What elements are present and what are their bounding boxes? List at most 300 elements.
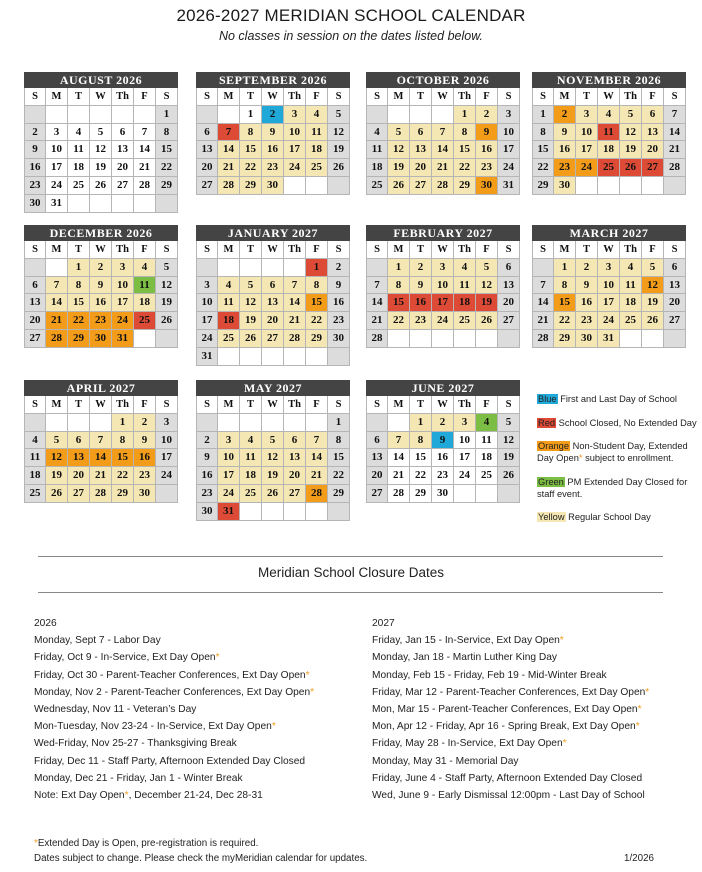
weekday-header: W bbox=[432, 396, 454, 414]
empty-cell bbox=[328, 503, 350, 521]
empty-cell bbox=[576, 177, 598, 195]
empty-cell bbox=[476, 485, 498, 503]
day-cell: 13 bbox=[262, 294, 284, 312]
closure-item bbox=[34, 718, 314, 735]
day-cell: 11 bbox=[306, 124, 328, 142]
day-cell: 15 bbox=[112, 449, 134, 467]
day-cell: 19 bbox=[90, 159, 112, 177]
empty-cell bbox=[284, 348, 306, 366]
day-cell: 10 bbox=[46, 141, 68, 159]
day-cell: 25 bbox=[68, 177, 90, 195]
empty-cell bbox=[68, 106, 90, 124]
footnote-extended-day bbox=[34, 838, 258, 849]
legend-swatch: Orange bbox=[538, 441, 570, 451]
day-cell: 25 bbox=[366, 177, 388, 195]
day-cell: 24 bbox=[284, 159, 306, 177]
day-cell: 11 bbox=[620, 277, 642, 295]
year-heading: 2026 bbox=[34, 618, 57, 629]
weekday-header: T bbox=[68, 241, 90, 259]
closure-item bbox=[372, 701, 649, 718]
day-cell: 18 bbox=[68, 159, 90, 177]
weekday-header: F bbox=[306, 241, 328, 259]
closure-date: Wednesday, Nov 11 bbox=[34, 703, 125, 715]
empty-cell bbox=[240, 348, 262, 366]
day-cell: 11 bbox=[454, 277, 476, 295]
day-cell: 22 bbox=[410, 467, 432, 485]
day-cell: 6 bbox=[498, 259, 520, 277]
weekday-header: S bbox=[196, 241, 218, 259]
closure-item bbox=[34, 649, 314, 666]
day-cell: 22 bbox=[554, 312, 576, 330]
day-cell: 16 bbox=[476, 141, 498, 159]
day-cell: 21 bbox=[664, 141, 686, 159]
day-cell: 17 bbox=[112, 294, 134, 312]
day-cell: 13 bbox=[664, 277, 686, 295]
day-cell: 14 bbox=[46, 294, 68, 312]
closure-item bbox=[34, 701, 314, 718]
day-cell: 15 bbox=[454, 141, 476, 159]
weekday-header: T bbox=[240, 88, 262, 106]
empty-cell bbox=[90, 106, 112, 124]
day-cell: 10 bbox=[284, 124, 306, 142]
empty-cell bbox=[432, 106, 454, 124]
empty-cell bbox=[156, 330, 178, 348]
empty-cell bbox=[156, 485, 178, 503]
month-days-grid bbox=[196, 396, 350, 521]
day-cell: 2 bbox=[432, 414, 454, 432]
day-cell: 5 bbox=[240, 277, 262, 295]
legend-swatch: Green bbox=[538, 477, 564, 487]
day-cell: 1 bbox=[156, 106, 178, 124]
day-cell: 23 bbox=[328, 312, 350, 330]
day-cell: 16 bbox=[262, 141, 284, 159]
day-cell: 9 bbox=[262, 124, 284, 142]
day-cell: 30 bbox=[554, 177, 576, 195]
closure-date: Friday, Oct 30 bbox=[34, 669, 98, 681]
empty-cell bbox=[240, 503, 262, 521]
month-calendar bbox=[366, 225, 520, 348]
day-cell: 14 bbox=[284, 294, 306, 312]
day-cell: 20 bbox=[642, 141, 664, 159]
day-cell: 8 bbox=[68, 277, 90, 295]
closure-star: * bbox=[562, 738, 567, 750]
day-cell: 15 bbox=[554, 294, 576, 312]
closures-2026 bbox=[34, 615, 314, 804]
day-cell: 14 bbox=[90, 449, 112, 467]
weekday-header: W bbox=[90, 396, 112, 414]
closure-description: - Staff Party, Afternoon Extended Day Closed bbox=[435, 772, 643, 784]
legend-item bbox=[537, 393, 702, 405]
day-cell: 25 bbox=[306, 159, 328, 177]
day-cell: 3 bbox=[112, 259, 134, 277]
day-cell: 10 bbox=[576, 124, 598, 142]
day-cell: 19 bbox=[240, 312, 262, 330]
day-cell: 3 bbox=[576, 106, 598, 124]
closure-item bbox=[372, 649, 649, 666]
legend-item bbox=[537, 440, 702, 464]
empty-cell bbox=[68, 414, 90, 432]
closure-description: - Parent-Teacher Conferences, Ext Day Open bbox=[97, 669, 306, 681]
day-cell: 21 bbox=[218, 159, 240, 177]
day-cell: 1 bbox=[68, 259, 90, 277]
day-cell: 24 bbox=[196, 330, 218, 348]
day-cell: 5 bbox=[328, 106, 350, 124]
day-cell: 1 bbox=[306, 259, 328, 277]
weekday-header: F bbox=[476, 88, 498, 106]
day-cell: 17 bbox=[598, 294, 620, 312]
day-cell: 6 bbox=[68, 432, 90, 450]
empty-cell bbox=[366, 259, 388, 277]
closure-date: Mon-Tuesday, Nov 23-24 bbox=[34, 721, 148, 733]
weekday-header: S bbox=[24, 88, 46, 106]
day-cell: 12 bbox=[240, 294, 262, 312]
empty-cell bbox=[156, 195, 178, 213]
day-cell: 1 bbox=[410, 414, 432, 432]
day-cell: 29 bbox=[156, 177, 178, 195]
day-cell: 9 bbox=[476, 124, 498, 142]
day-cell: 16 bbox=[328, 294, 350, 312]
day-cell: 3 bbox=[284, 106, 306, 124]
day-cell: 4 bbox=[240, 432, 262, 450]
day-cell: 20 bbox=[24, 312, 46, 330]
day-cell: 11 bbox=[68, 141, 90, 159]
day-cell: 13 bbox=[642, 124, 664, 142]
month-calendar bbox=[24, 380, 178, 503]
weekday-header: S bbox=[664, 241, 686, 259]
day-cell: 21 bbox=[366, 312, 388, 330]
empty-cell bbox=[328, 348, 350, 366]
day-cell: 7 bbox=[664, 106, 686, 124]
day-cell: 30 bbox=[90, 330, 112, 348]
empty-cell bbox=[112, 106, 134, 124]
day-cell: 17 bbox=[196, 312, 218, 330]
day-cell: 23 bbox=[410, 312, 432, 330]
month-days-grid bbox=[24, 396, 178, 503]
day-cell: 26 bbox=[156, 312, 178, 330]
empty-cell bbox=[664, 330, 686, 348]
closure-item bbox=[34, 667, 314, 684]
empty-cell bbox=[454, 485, 476, 503]
weekday-header: M bbox=[388, 88, 410, 106]
day-cell: 14 bbox=[218, 141, 240, 159]
day-cell: 3 bbox=[156, 414, 178, 432]
weekday-header: S bbox=[366, 396, 388, 414]
weekday-header: T bbox=[240, 396, 262, 414]
closure-date: Mon, Mar 15 bbox=[372, 703, 430, 715]
closure-description: - In-Service, Ext Day Open bbox=[435, 635, 560, 647]
day-cell: 20 bbox=[410, 159, 432, 177]
empty-cell bbox=[46, 106, 68, 124]
closure-description: - In-Service, Ext Day Open bbox=[91, 652, 216, 664]
day-cell: 4 bbox=[134, 259, 156, 277]
weekday-header: W bbox=[262, 88, 284, 106]
day-cell: 15 bbox=[156, 141, 178, 159]
day-cell: 15 bbox=[240, 141, 262, 159]
empty-cell bbox=[620, 177, 642, 195]
day-cell: 26 bbox=[642, 312, 664, 330]
empty-cell bbox=[46, 414, 68, 432]
empty-cell bbox=[134, 195, 156, 213]
weekday-header: S bbox=[156, 88, 178, 106]
closure-description: - In-Service, Ext Day Open bbox=[147, 721, 272, 733]
day-cell: 16 bbox=[410, 294, 432, 312]
closure-item bbox=[372, 787, 649, 804]
day-cell: 5 bbox=[388, 124, 410, 142]
day-cell: 7 bbox=[388, 432, 410, 450]
day-cell: 9 bbox=[432, 432, 454, 450]
month-days-grid bbox=[532, 88, 686, 195]
day-cell: 27 bbox=[68, 485, 90, 503]
day-cell: 26 bbox=[328, 159, 350, 177]
empty-cell bbox=[410, 330, 432, 348]
month-calendar bbox=[532, 72, 686, 195]
weekday-header: F bbox=[134, 396, 156, 414]
empty-cell bbox=[90, 414, 112, 432]
day-cell: 4 bbox=[454, 259, 476, 277]
day-cell: 25 bbox=[218, 330, 240, 348]
weekday-header: F bbox=[306, 396, 328, 414]
empty-cell bbox=[218, 348, 240, 366]
day-cell: 23 bbox=[262, 159, 284, 177]
closure-description: - Veteran’s Day bbox=[124, 703, 197, 715]
weekday-header: F bbox=[642, 88, 664, 106]
day-cell: 14 bbox=[366, 294, 388, 312]
day-cell: 25 bbox=[598, 159, 620, 177]
day-cell: 12 bbox=[476, 277, 498, 295]
day-cell: 24 bbox=[156, 467, 178, 485]
weekday-header: S bbox=[532, 241, 554, 259]
closure-item bbox=[372, 684, 649, 701]
day-cell: 29 bbox=[68, 330, 90, 348]
day-cell: 21 bbox=[46, 312, 68, 330]
day-cell: 7 bbox=[306, 432, 328, 450]
day-cell: 10 bbox=[196, 294, 218, 312]
empty-cell bbox=[598, 177, 620, 195]
legend-text-rest: subject to enrollment. bbox=[582, 453, 674, 463]
closure-description: - Mid-Winter Break bbox=[518, 669, 607, 681]
day-cell: 26 bbox=[476, 312, 498, 330]
weekday-header: W bbox=[90, 241, 112, 259]
day-cell: 13 bbox=[196, 141, 218, 159]
empty-cell bbox=[262, 259, 284, 277]
day-cell: 2 bbox=[410, 259, 432, 277]
weekday-header: F bbox=[476, 396, 498, 414]
empty-cell bbox=[532, 259, 554, 277]
closure-date: Monday, Feb 15 - Friday, Feb 19 bbox=[372, 669, 519, 681]
empty-cell bbox=[642, 177, 664, 195]
day-cell: 27 bbox=[410, 177, 432, 195]
day-cell: 19 bbox=[498, 449, 520, 467]
closure-title: Meridian School Closure Dates bbox=[257, 565, 445, 580]
day-cell: 24 bbox=[46, 177, 68, 195]
day-cell: 1 bbox=[554, 259, 576, 277]
day-cell: 27 bbox=[642, 159, 664, 177]
day-cell: 13 bbox=[68, 449, 90, 467]
day-cell: 11 bbox=[134, 277, 156, 295]
empty-cell bbox=[134, 106, 156, 124]
empty-cell bbox=[306, 177, 328, 195]
empty-cell bbox=[388, 106, 410, 124]
closure-date: Monday, Nov 2 bbox=[34, 686, 102, 698]
day-cell: 22 bbox=[112, 467, 134, 485]
closures-2027 bbox=[372, 615, 649, 804]
empty-cell bbox=[306, 348, 328, 366]
day-cell: 11 bbox=[240, 449, 262, 467]
day-cell: 25 bbox=[454, 312, 476, 330]
day-cell: 10 bbox=[454, 432, 476, 450]
day-cell: 18 bbox=[454, 294, 476, 312]
day-cell: 20 bbox=[664, 294, 686, 312]
day-cell: 30 bbox=[576, 330, 598, 348]
day-cell: 25 bbox=[134, 312, 156, 330]
month-title: DECEMBER 2026 bbox=[24, 225, 178, 241]
day-cell: 24 bbox=[432, 312, 454, 330]
day-cell: 19 bbox=[476, 294, 498, 312]
closure-date: Monday, May 31 bbox=[372, 755, 447, 767]
day-cell: 16 bbox=[432, 449, 454, 467]
empty-cell bbox=[112, 195, 134, 213]
day-cell: 6 bbox=[642, 106, 664, 124]
weekday-header: M bbox=[388, 241, 410, 259]
closure-item bbox=[34, 684, 314, 701]
closure-item bbox=[34, 735, 314, 752]
day-cell: 29 bbox=[240, 177, 262, 195]
day-cell: 31 bbox=[46, 195, 68, 213]
weekday-header: Th bbox=[284, 241, 306, 259]
month-title: MARCH 2027 bbox=[532, 225, 686, 241]
empty-cell bbox=[284, 259, 306, 277]
day-cell: 7 bbox=[218, 124, 240, 142]
empty-cell bbox=[366, 414, 388, 432]
legend-item bbox=[537, 476, 702, 500]
weekday-header: S bbox=[156, 396, 178, 414]
day-cell: 9 bbox=[576, 277, 598, 295]
empty-cell bbox=[46, 259, 68, 277]
day-cell: 23 bbox=[476, 159, 498, 177]
weekday-header: T bbox=[410, 396, 432, 414]
day-cell: 11 bbox=[598, 124, 620, 142]
day-cell: 31 bbox=[498, 177, 520, 195]
day-cell: 15 bbox=[306, 294, 328, 312]
weekday-header: S bbox=[498, 241, 520, 259]
closure-description: - Memorial Day bbox=[446, 755, 519, 767]
day-cell: 18 bbox=[240, 467, 262, 485]
closure-item bbox=[34, 632, 314, 649]
day-cell: 9 bbox=[410, 277, 432, 295]
empty-cell bbox=[498, 330, 520, 348]
day-cell: 16 bbox=[90, 294, 112, 312]
day-cell: 14 bbox=[532, 294, 554, 312]
empty-cell bbox=[620, 330, 642, 348]
day-cell: 23 bbox=[554, 159, 576, 177]
day-cell: 28 bbox=[664, 159, 686, 177]
weekday-header: M bbox=[46, 241, 68, 259]
empty-cell bbox=[24, 106, 46, 124]
closure-description: - Parent-Teacher Conferences, Ext Day Open bbox=[429, 703, 638, 715]
day-cell: 4 bbox=[366, 124, 388, 142]
weekday-header: T bbox=[240, 241, 262, 259]
weekday-header: T bbox=[576, 88, 598, 106]
day-cell: 15 bbox=[532, 141, 554, 159]
day-cell: 18 bbox=[24, 467, 46, 485]
day-cell: 22 bbox=[306, 312, 328, 330]
day-cell: 2 bbox=[576, 259, 598, 277]
closure-date: Note: Ext Day Open bbox=[34, 789, 125, 801]
day-cell: 23 bbox=[576, 312, 598, 330]
day-cell: 10 bbox=[112, 277, 134, 295]
day-cell: 31 bbox=[112, 330, 134, 348]
day-cell: 11 bbox=[366, 141, 388, 159]
day-cell: 7 bbox=[284, 277, 306, 295]
empty-cell bbox=[284, 414, 306, 432]
day-cell: 1 bbox=[328, 414, 350, 432]
day-cell: 27 bbox=[24, 330, 46, 348]
empty-cell bbox=[134, 330, 156, 348]
day-cell: 21 bbox=[90, 467, 112, 485]
day-cell: 28 bbox=[90, 485, 112, 503]
day-cell: 22 bbox=[68, 312, 90, 330]
weekday-header: M bbox=[554, 241, 576, 259]
day-cell: 31 bbox=[598, 330, 620, 348]
legend-text: School Closed, No Extended Day bbox=[556, 418, 697, 428]
day-cell: 3 bbox=[218, 432, 240, 450]
day-cell: 4 bbox=[306, 106, 328, 124]
day-cell: 26 bbox=[240, 330, 262, 348]
weekday-header: F bbox=[306, 88, 328, 106]
legend-text: Non-Student Day, Extended Day Open bbox=[537, 441, 688, 463]
closure-description: - Winter Break bbox=[174, 772, 243, 784]
closure-item bbox=[372, 753, 649, 770]
weekday-header: S bbox=[196, 88, 218, 106]
day-cell: 20 bbox=[112, 159, 134, 177]
day-cell: 14 bbox=[664, 124, 686, 142]
closure-date: Monday, Sept 7 bbox=[34, 635, 105, 647]
footnote-star: * bbox=[34, 838, 38, 849]
day-cell: 29 bbox=[112, 485, 134, 503]
page-subtitle: No classes in session on the dates listed below. bbox=[218, 29, 484, 43]
day-cell: 20 bbox=[498, 294, 520, 312]
month-title: JANUARY 2027 bbox=[196, 225, 350, 241]
empty-cell bbox=[306, 414, 328, 432]
legend-text: PM Extended Day Closed for staff event. bbox=[537, 477, 688, 499]
day-cell: 6 bbox=[284, 432, 306, 450]
day-cell: 12 bbox=[262, 449, 284, 467]
month-days-grid bbox=[366, 241, 520, 348]
legend-swatch: Red bbox=[538, 418, 556, 428]
closure-date: Friday, Jan 15 bbox=[372, 635, 436, 647]
day-cell: 17 bbox=[46, 159, 68, 177]
day-cell: 20 bbox=[366, 467, 388, 485]
empty-cell bbox=[24, 414, 46, 432]
month-days-grid bbox=[366, 396, 520, 503]
day-cell: 12 bbox=[388, 141, 410, 159]
day-cell: 8 bbox=[328, 432, 350, 450]
weekday-header: Th bbox=[284, 88, 306, 106]
closure-item bbox=[372, 718, 649, 735]
month-calendar bbox=[24, 225, 178, 348]
month-days-grid bbox=[24, 241, 178, 348]
footnote-change: Dates subject to change. Please check the myMeridian calendar for updates. bbox=[34, 853, 368, 864]
month-days-grid bbox=[24, 88, 178, 213]
day-cell: 21 bbox=[306, 467, 328, 485]
day-cell: 2 bbox=[476, 106, 498, 124]
day-cell: 6 bbox=[24, 277, 46, 295]
day-cell: 4 bbox=[476, 414, 498, 432]
weekday-header: Th bbox=[112, 241, 134, 259]
day-cell: 3 bbox=[498, 106, 520, 124]
day-cell: 17 bbox=[156, 449, 178, 467]
weekday-header: S bbox=[366, 88, 388, 106]
